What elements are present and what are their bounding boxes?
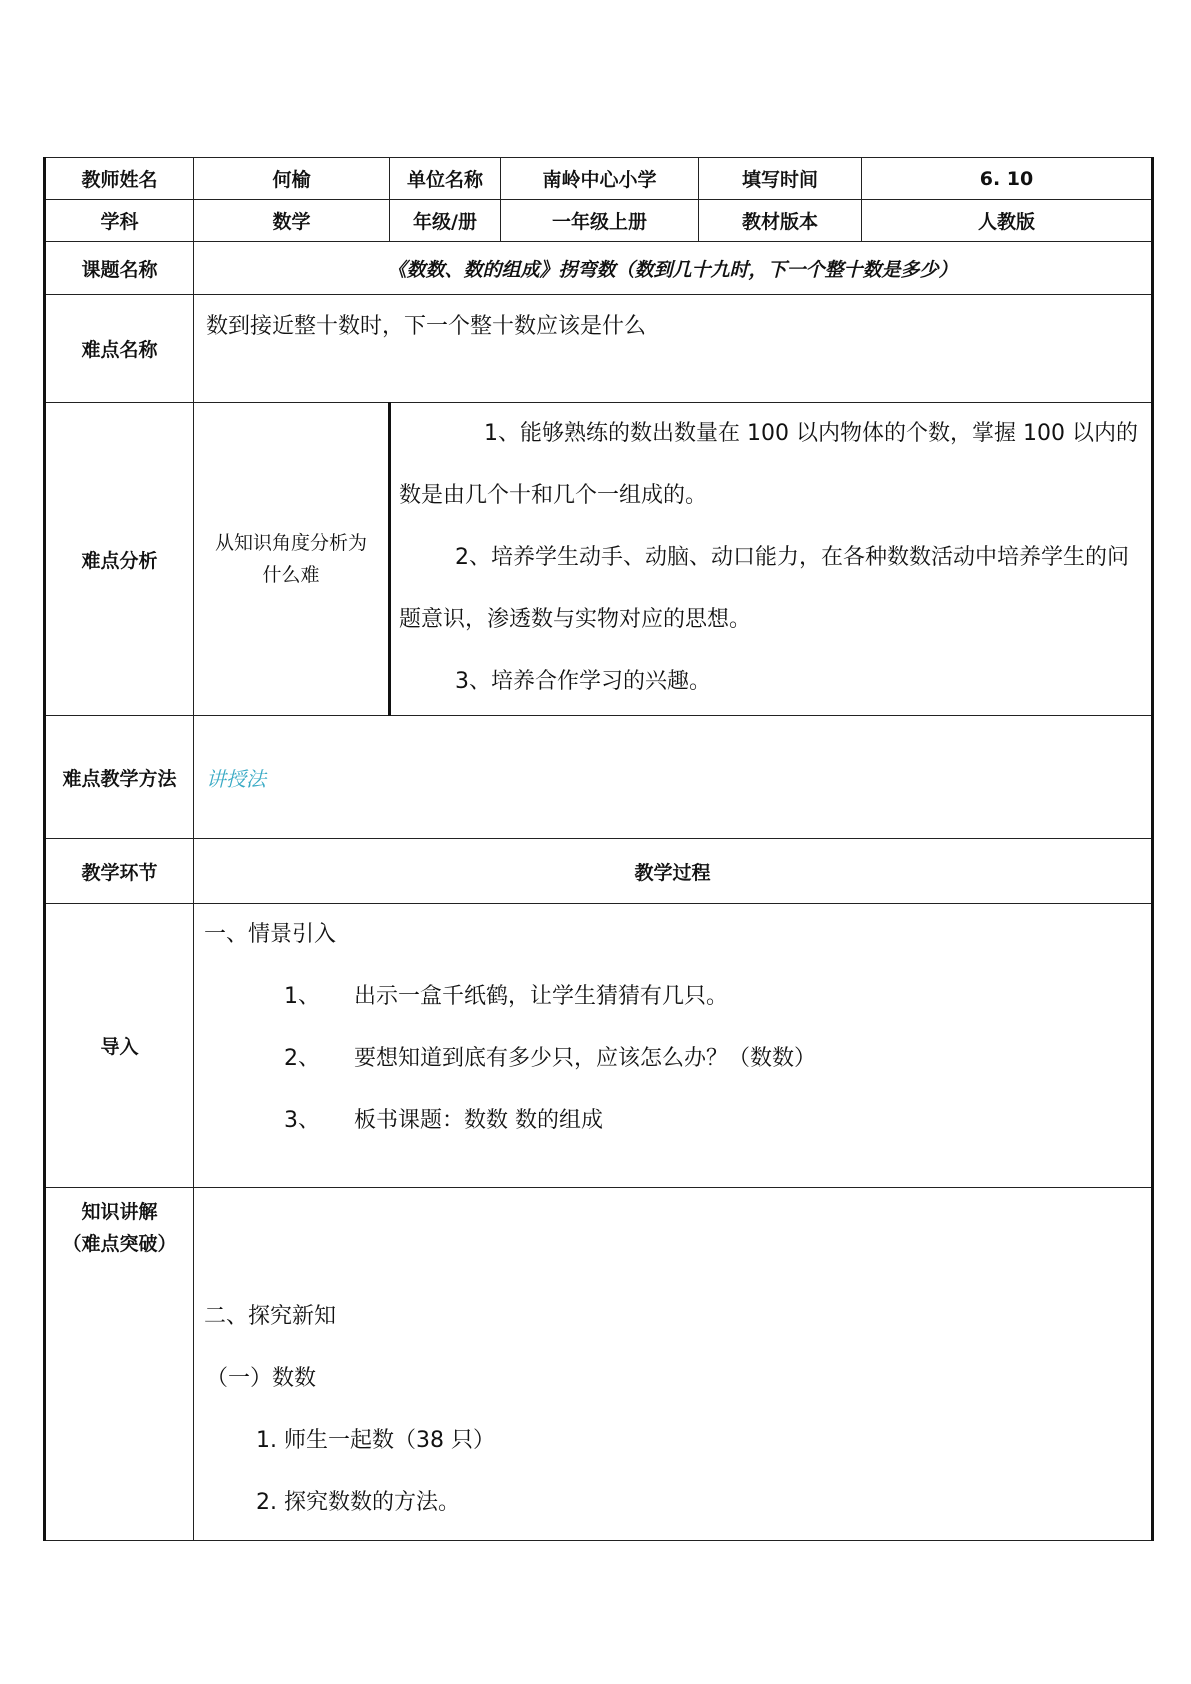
intro-item-num: 3、 <box>284 1108 320 1133</box>
intro-label: 导入 <box>45 904 194 1188</box>
knowledge-label-line1: 知识讲解 <box>81 1201 158 1223</box>
analysis-row <box>45 403 1153 716</box>
difficulty-label: 难点名称 <box>45 295 194 403</box>
edition-label: 教材版本 <box>699 200 862 242</box>
unit-label: 单位名称 <box>390 158 501 200</box>
intro-item <box>204 1090 1141 1152</box>
process-header-row <box>45 839 1153 904</box>
topic-label: 课题名称 <box>45 242 194 295</box>
knowledge-label <box>45 1188 194 1541</box>
intro-item-num: 2、 <box>284 1046 320 1071</box>
teacher-value: 何榆 <box>194 158 390 200</box>
knowledge-step-2: 2. 探究数数的方法。 <box>256 1490 460 1515</box>
lesson-plan-table <box>43 157 1154 1541</box>
unit-value: 南岭中心小学 <box>501 158 699 200</box>
grade-label: 年级/册 <box>390 200 501 242</box>
intro-item-num: 1、 <box>284 984 320 1009</box>
header-row-2 <box>45 200 1153 242</box>
grade-value: 一年级上册 <box>501 200 699 242</box>
knowledge-subheading: （一）数数 <box>206 1366 317 1391</box>
process-label: 教学环节 <box>45 839 194 904</box>
knowledge-row <box>45 1188 1153 1541</box>
knowledge-step-1: 1. 师生一起数（38 只） <box>256 1428 495 1453</box>
intro-heading: 一、情景引入 <box>204 922 337 947</box>
difficulty-value: 数到接近整十数时，下一个整十数应该是什么 <box>194 295 1153 403</box>
intro-item <box>204 1028 1141 1090</box>
knowledge-label-line2: （难点突破） <box>62 1233 177 1255</box>
subject-value: 数学 <box>194 200 390 242</box>
edition-value: 人教版 <box>862 200 1153 242</box>
process-value: 教学过程 <box>194 839 1153 904</box>
analysis-point-2: 2、培养学生动手、动脑、动口能力，在各种数数活动中培养学生的问题意识，渗透数与实物对应的思想。 <box>399 545 1129 632</box>
analysis-label: 难点分析 <box>45 403 194 716</box>
method-label: 难点教学方法 <box>45 716 194 839</box>
method-value: 讲授法 <box>194 716 1153 839</box>
subject-label: 学科 <box>45 200 194 242</box>
intro-item-text: 板书课题：数数 数的组成 <box>354 1108 603 1133</box>
knowledge-heading: 二、探究新知 <box>204 1304 337 1329</box>
method-row <box>45 716 1153 839</box>
knowledge-spacer <box>204 1188 1141 1286</box>
knowledge-content <box>194 1188 1153 1541</box>
date-value: 6. 10 <box>862 158 1153 200</box>
analysis-point-3: 3、培养合作学习的兴趣。 <box>455 669 711 694</box>
difficulty-row <box>45 295 1153 403</box>
intro-row <box>45 904 1153 1188</box>
date-label: 填写时间 <box>699 158 862 200</box>
intro-item <box>204 966 1141 1028</box>
teacher-label: 教师姓名 <box>45 158 194 200</box>
lesson-plan-sheet <box>43 157 1151 1541</box>
topic-value: 《数数、数的组成》拐弯数（数到几十九时，下一个整十数是多少） <box>194 242 1153 295</box>
header-row-1 <box>45 158 1153 200</box>
analysis-sub-label: 从知识角度分析为什么难 <box>194 403 390 716</box>
analysis-points <box>390 403 1153 716</box>
topic-row <box>45 242 1153 295</box>
intro-item-text: 要想知道到底有多少只，应该怎么办？（数数） <box>354 1046 817 1071</box>
intro-content <box>194 904 1153 1188</box>
intro-item-text: 出示一盒千纸鹤，让学生猜猜有几只。 <box>354 984 729 1009</box>
analysis-point-1: 1、能够熟练的数出数量在 100 以内物体的个数，掌握 100 以内的数是由几个十和几个一组成的。 <box>399 421 1138 508</box>
